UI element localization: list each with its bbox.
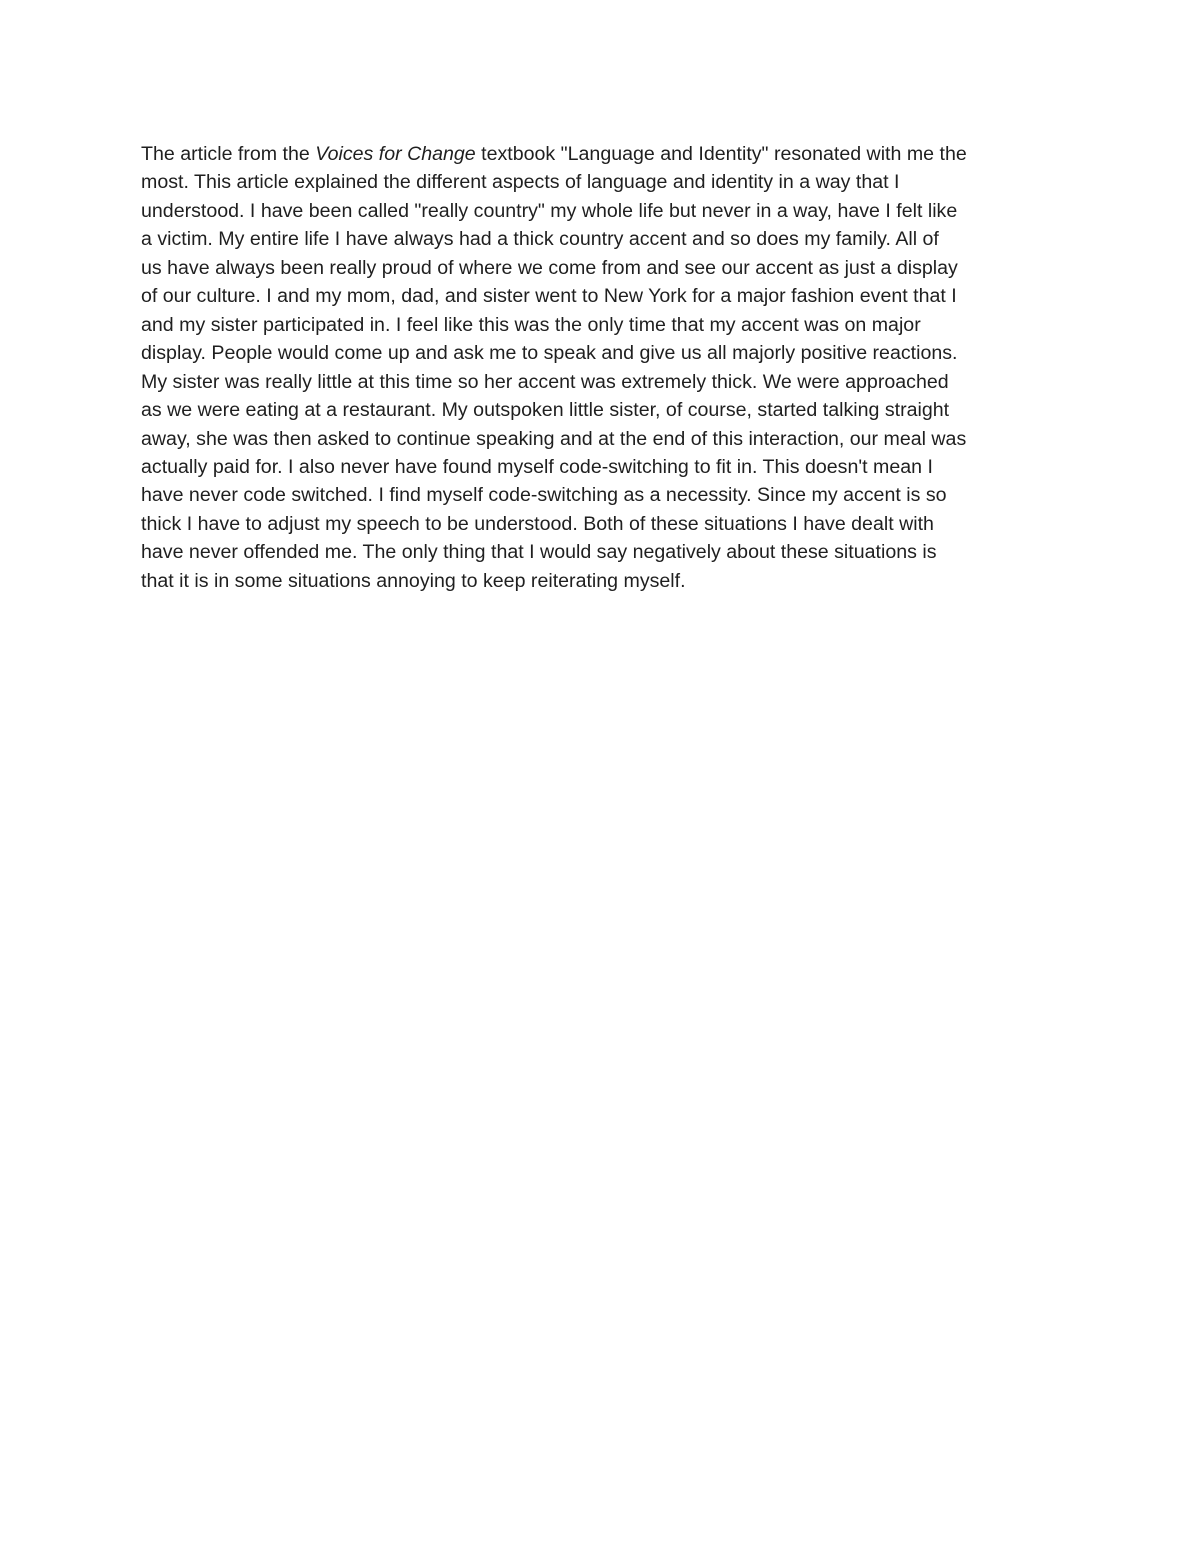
line-1-before-title: The article from the (141, 143, 316, 165)
paragraph-line-2: most. This article explained the different aspects of language and identity in a way that I (141, 171, 900, 194)
paragraph-line-10: as we were eating at a restaurant. My outspoken little sister, of course, started talking straight (141, 399, 950, 422)
paragraph-line-16: that it is in some situations annoying to keep reiterating myself. (141, 569, 686, 592)
paragraph-line-5: us have always been really proud of where we come from and see our accent as just a display (141, 256, 958, 279)
article-source-title: Voices for Change (315, 143, 476, 165)
paragraph-line-7: and my sister participated in. I feel like this was the only time that my accent was on major (141, 313, 921, 336)
paragraph-line-14: thick I have to adjust my speech to be understood. Both of these situations I have dealt with (141, 512, 934, 535)
paragraph-line-6: of our culture. I and my mom, dad, and sister went to New York for a major fashion event that I (141, 285, 957, 308)
paragraph-line-11: away, she was then asked to continue speaking and at the end of this interaction, our meal was (141, 427, 967, 450)
paragraph-line-8: display. People would come up and ask me to speak and give us all majorly positive reactions. (141, 342, 958, 365)
line-1-after-title: textbook "Language and Identity" resonated with me the (475, 143, 967, 165)
paragraph-line-4: a victim. My entire life I have always had a thick country accent and so does my family. All of (141, 228, 939, 251)
paragraph-line-9: My sister was really little at this time so her accent was extremely thick. We were approached (141, 370, 949, 393)
paragraph-line-13: have never code switched. I find myself code-switching as a necessity. Since my accent is so (141, 484, 947, 507)
paragraph-line-1 (141, 140, 1071, 168)
paragraph-line-12: actually paid for. I also never have found myself code-switching to fit in. This doesn't mean I (141, 455, 933, 478)
paragraph-line-15: have never offended me. The only thing that I would say negatively about these situations is (141, 541, 937, 564)
essay-paragraph (141, 140, 1071, 595)
paragraph-line-3: understood. I have been called "really country" my whole life but never in a way, have I felt like (141, 199, 958, 222)
